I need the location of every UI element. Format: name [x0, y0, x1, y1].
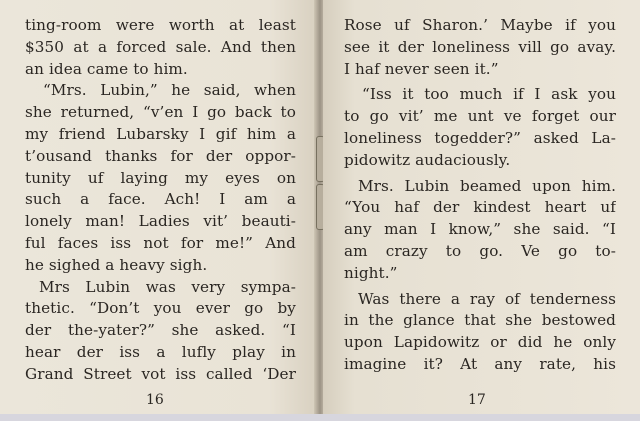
text-line: upon Lapidowitz or did he only — [344, 333, 616, 352]
text-line: Grand Street vot iss called ‘Der — [25, 364, 296, 383]
text-line: ful faces iss not for me!” And — [25, 233, 296, 252]
text-line: “You haf der kindest heart uf — [344, 198, 616, 217]
text-line: see it der loneliness vill go avay. — [344, 37, 616, 56]
text-line: any man I know,” she said. “I — [344, 220, 616, 239]
text-line: t’ousand thanks for der oppor- — [25, 146, 296, 165]
text-line: thetic. “Don’t you ever go by — [25, 299, 296, 318]
text-line: I haf never seen it.” — [344, 59, 499, 78]
text-line: hear der iss a lufly play in — [25, 342, 296, 361]
text-line: such a face. Ach! I am a — [25, 190, 296, 209]
text-line: “Mrs. Lubin,” he said, when — [43, 81, 296, 100]
text-line: der the-yater?” she asked. “I — [25, 321, 296, 340]
left-page — [0, 0, 317, 414]
text-line: imagine it? At any rate, his — [344, 354, 616, 373]
text-line: “Iss it too much if I ask you — [362, 85, 616, 104]
text-line: $350 at a forced sale. And then — [25, 37, 296, 56]
text-line: my friend Lubarsky I gif him a — [25, 124, 296, 143]
text-line: night.” — [344, 263, 398, 282]
text-line: pidowitz audaciously. — [344, 150, 511, 169]
text-line: Was there a ray of tenderness — [358, 289, 616, 308]
page-number: 16 — [146, 392, 164, 408]
text-line: ting-room were worth at least — [25, 16, 296, 34]
scan-bottom-edge — [0, 414, 640, 421]
text-line: she returned, “v’en I go back to — [25, 103, 296, 122]
text-line: lonely man! Ladies vit’ beauti- — [25, 212, 296, 231]
text-line: Rose uf Sharon.’ Maybe if you — [344, 16, 616, 34]
text-line: to go vit’ me unt ve forget our — [344, 107, 616, 126]
text-line: Mrs. Lubin beamed upon him. — [358, 176, 616, 195]
text-line: tunity uf laying my eyes on — [25, 168, 296, 187]
text-line: Mrs Lubin was very sympa- — [39, 277, 296, 296]
right-page — [323, 0, 640, 414]
left-page-text — [25, 15, 296, 386]
text-line: am crazy to go. Ve go to- — [344, 241, 616, 260]
right-page-text — [344, 15, 616, 376]
text-line: loneliness togedder?” asked La- — [344, 128, 616, 147]
page-number: 17 — [468, 392, 486, 408]
text-line: an idea came to him. — [25, 59, 188, 78]
text-line: he sighed a heavy sigh. — [25, 255, 208, 274]
text-line: in the glance that she bestowed — [344, 311, 616, 330]
